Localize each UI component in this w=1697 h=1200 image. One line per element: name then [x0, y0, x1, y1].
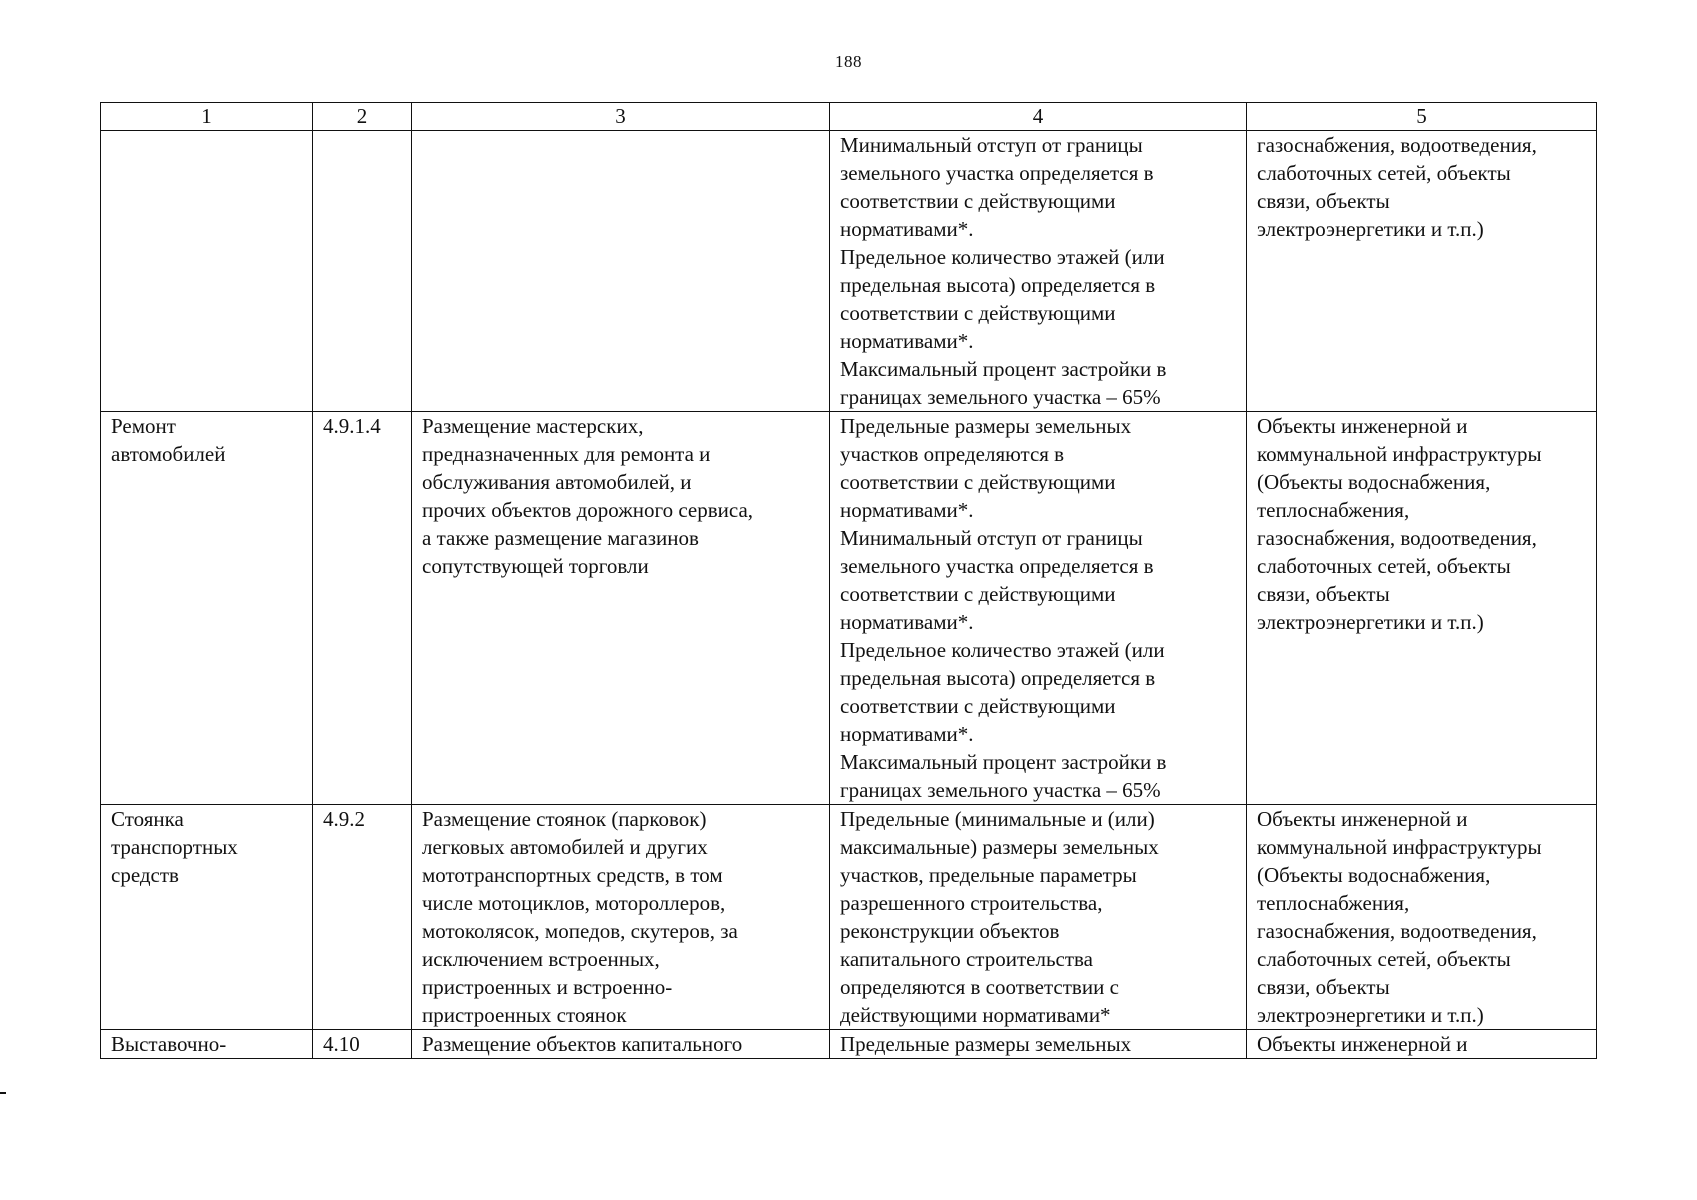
column-header-2: 2: [313, 103, 412, 131]
cell-use-code: 4.9.1.4: [313, 412, 412, 805]
column-header-1: 1: [101, 103, 313, 131]
cell-use-code: 4.10: [313, 1030, 412, 1059]
cell-use-name: [101, 131, 313, 412]
cell-use-description: Размещение объектов капитального: [412, 1030, 830, 1059]
cell-building-parameters: Предельные размеры земельных участков определяются в соответствии с действующими нормативами*. Минимальный отступ от границы земельного участка определяется в соответствии с действующими нормативами*. Предельное количество этажей (или предельная высота) определяется в соответствии с действующими нормативами*. Максимальный процент застройки в границах земельного участка – 65%: [830, 412, 1247, 805]
cell-use-name: Стоянка транспортных средств: [101, 805, 313, 1030]
table-header-row: [101, 103, 1597, 131]
cell-use-description: Размещение стоянок (парковок) легковых автомобилей и других мототранспортных средств, в том числе мотоциклов, мотороллеров, мотоколясок, мопедов, скутеров, за исключением встроенных, пристроенных и встроенно- пристроенных стоянок: [412, 805, 830, 1030]
cell-use-code: [313, 131, 412, 412]
column-header-5: 5: [1247, 103, 1597, 131]
cell-auxiliary-uses: газоснабжения, водоотведения, слаботочных сетей, объекты связи, объекты электроэнергетики и т.п.): [1247, 131, 1597, 412]
table-row: [101, 805, 1597, 1030]
column-header-3: 3: [412, 103, 830, 131]
cell-building-parameters: Минимальный отступ от границы земельного участка определяется в соответствии с действующими нормативами*. Предельное количество этажей (или предельная высота) определяется в соответствии с действующими нормативами*. Максимальный процент застройки в границах земельного участка – 65%: [830, 131, 1247, 412]
cell-use-description: Размещение мастерских, предназначенных для ремонта и обслуживания автомобилей, и прочих объектов дорожного сервиса, а также размещение магазинов сопутствующей торговли: [412, 412, 830, 805]
land-use-table: [100, 102, 1597, 1059]
cell-building-parameters: Предельные размеры земельных: [830, 1030, 1247, 1059]
table-row: [101, 1030, 1597, 1059]
cell-auxiliary-uses: Объекты инженерной и: [1247, 1030, 1597, 1059]
scan-edge-mark: [0, 1092, 6, 1094]
cell-auxiliary-uses: Объекты инженерной и коммунальной инфраструктуры (Объекты водоснабжения, теплоснабжения, газоснабжения, водоотведения, слаботочных сетей, объекты связи, объекты электроэнергетики и т.п.): [1247, 805, 1597, 1030]
cell-use-description: [412, 131, 830, 412]
column-header-4: 4: [830, 103, 1247, 131]
cell-use-name: Выставочно-: [101, 1030, 313, 1059]
cell-use-name: Ремонт автомобилей: [101, 412, 313, 805]
cell-auxiliary-uses: Объекты инженерной и коммунальной инфраструктуры (Объекты водоснабжения, теплоснабжения, газоснабжения, водоотведения, слаботочных сетей, объекты связи, объекты электроэнергетики и т.п.): [1247, 412, 1597, 805]
table-row: [101, 412, 1597, 805]
page-number: 188: [835, 52, 862, 71]
cell-building-parameters: Предельные (минимальные и (или) максимальные) размеры земельных участков, предельные параметры разрешенного строительства, реконструкции объектов капитального строительства определяются в соответствии с действующими нормативами*: [830, 805, 1247, 1030]
cell-use-code: 4.9.2: [313, 805, 412, 1030]
table-row: [101, 131, 1597, 412]
